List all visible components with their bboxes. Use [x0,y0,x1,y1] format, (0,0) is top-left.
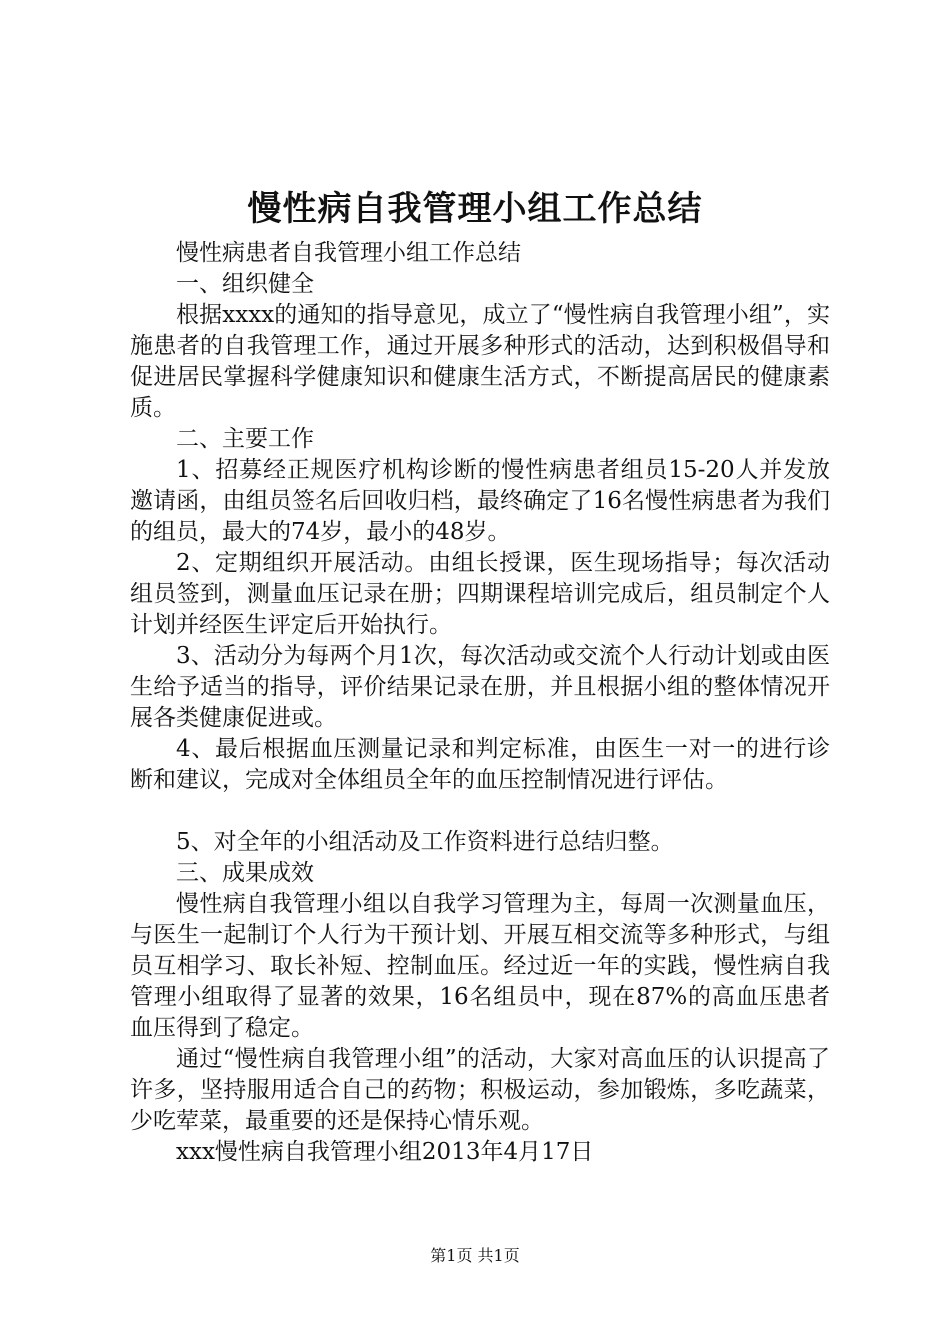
section-heading-main-work: 二、主要工作 [176,426,314,452]
page-footer: 第1页 共1页 [430,1246,520,1265]
paragraph: 2、定期组织开展活动。由组长授课，医生现场指导；每次活动组员签到，测量血压记录在册；四期课程培训完成后，组员制定个人计划并经医生评定后开始执行。 [130,550,830,638]
paragraph: 通过“慢性病自我管理小组”的活动，大家对高血压的认识提高了许多，坚持服用适合自己的药物；积极运动，参加锻炼，多吃蔬菜，少吃荤菜，最重要的还是保持心情乐观。 [130,1046,830,1134]
paragraph: 慢性病自我管理小组以自我学习管理为主，每周一次测量血压，与医生一起制订个人行为干预计划、开展互相交流等多种形式，与组员互相学习、取长补短、控制血压。经过近一年的实践，慢性病自我管理小组取得了显著的效果，16名组员中，现在87%的高血压患者血压得到了稳定。 [130,891,830,1041]
paragraph: 4、最后根据血压测量记录和判定标准，由医生一对一的进行诊断和建议，完成对全体组员全年的血压控制情况进行评估。 [130,736,830,793]
paragraph: 5、对全年的小组活动及工作资料进行总结归整。 [176,829,674,855]
section-heading-organization: 一、组织健全 [176,271,314,297]
document-body [130,238,830,1168]
paragraph: 3、活动分为每两个月1次，每次活动或交流个人行动计划或由医生给予适当的指导，评价结果记录在册，并且根据小组的整体情况开展各类健康促进或。 [130,643,830,731]
document-title: 慢性病自我管理小组工作总结 [247,189,703,229]
paragraph: 根据xxxx的通知的指导意见，成立了“慢性病自我管理小组”，实施患者的自我管理工作，通过开展多种形式的活动，达到积极倡导和促进居民掌握科学健康知识和健康生活方式，不断提高居民的健康素质。 [130,302,830,421]
paragraph: 1、招募经正规医疗机构诊断的慢性病患者组员15-20人并发放邀请函，由组员签名后回收归档，最终确定了16名慢性病患者为我们的组员，最大的74岁，最小的48岁。 [130,457,830,545]
signature-date: xxx慢性病自我管理小组2013年4月17日 [176,1139,594,1165]
section-heading-results: 三、成果成效 [176,860,314,886]
paragraph-subtitle: 慢性病患者自我管理小组工作总结 [176,240,521,266]
